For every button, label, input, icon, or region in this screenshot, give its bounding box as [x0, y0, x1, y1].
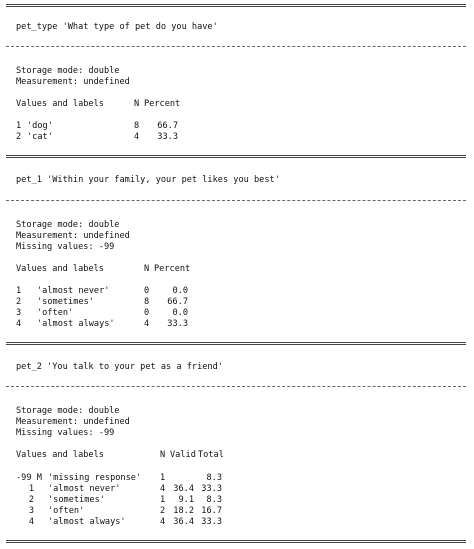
row-label: 'often'	[48, 506, 85, 516]
dashed-separator	[6, 386, 466, 387]
row-valid: 36.4	[173, 517, 194, 527]
row-percent: 33.3	[167, 319, 188, 329]
row-label: 'almost never'	[48, 484, 121, 494]
measurement: Measurement: undefined	[16, 417, 130, 427]
row-total: 16.7	[201, 506, 222, 516]
row-total: 8.3	[206, 473, 222, 483]
row-n: 8	[144, 297, 150, 307]
variable-header-pet-2: pet_2 'You talk to your pet as a friend'	[16, 362, 223, 372]
row-percent: 66.7	[157, 121, 178, 131]
row-valid: 36.4	[173, 484, 194, 494]
col-values-labels: Values and labels	[16, 264, 104, 274]
row-label: 'almost always'	[37, 319, 115, 329]
col-percent: Percent	[144, 99, 181, 109]
row-n: 1	[160, 495, 166, 505]
storage-mode: Storage mode: double	[16, 66, 120, 76]
row-n: 4	[134, 132, 140, 142]
row-label: 'almost always'	[48, 517, 126, 527]
row-value: 2	[16, 297, 22, 307]
double-separator	[6, 342, 466, 345]
measurement: Measurement: undefined	[16, 231, 130, 241]
col-values-labels: Values and labels	[16, 450, 104, 460]
row-value: 4	[16, 319, 22, 329]
row-valid: 18.2	[173, 506, 194, 516]
row-value: 1	[16, 121, 22, 131]
row-value: 4	[28, 517, 34, 527]
double-separator	[6, 155, 466, 158]
row-label: 'missing response'	[48, 473, 142, 483]
variable-header-pet-1: pet_1 'Within your family, your pet likes you best'	[16, 175, 280, 185]
variable-header-pet-type: pet_type 'What type of pet do you have'	[16, 22, 218, 32]
storage-mode: Storage mode: double	[16, 220, 120, 230]
row-valid: 9.1	[178, 495, 194, 505]
row-value: 3	[16, 308, 22, 318]
row-label: 'sometimes'	[37, 297, 94, 307]
col-percent: Percent	[154, 264, 191, 274]
dashed-separator	[6, 46, 466, 47]
row-n: 4	[160, 517, 166, 527]
row-label: 'almost never'	[37, 286, 110, 296]
col-n: N	[160, 450, 166, 460]
missing-values: Missing values: -99	[16, 242, 115, 252]
row-n: 4	[144, 319, 150, 329]
row-n: 0	[144, 308, 150, 318]
measurement: Measurement: undefined	[16, 77, 130, 87]
row-value: 1	[28, 484, 34, 494]
row-total: 33.3	[201, 484, 222, 494]
row-total: 33.3	[201, 517, 222, 527]
col-n: N	[134, 99, 140, 109]
row-n: 1	[160, 473, 166, 483]
storage-mode: Storage mode: double	[16, 406, 120, 416]
row-value: 1	[16, 286, 22, 296]
row-percent: 66.7	[167, 297, 188, 307]
row-percent: 33.3	[157, 132, 178, 142]
row-label: 'sometimes'	[48, 495, 105, 505]
row-value: 2	[16, 132, 22, 142]
row-n: 2	[160, 506, 166, 516]
col-values-labels: Values and labels	[16, 99, 104, 109]
double-separator	[6, 540, 466, 543]
row-label: 'dog'	[27, 121, 53, 131]
col-n: N	[144, 264, 150, 274]
col-valid: Valid	[170, 450, 196, 460]
row-percent: 0.0	[172, 308, 188, 318]
row-n: 0	[144, 286, 150, 296]
dashed-separator	[6, 200, 466, 201]
row-label: 'often'	[37, 308, 74, 318]
row-value: 3	[28, 506, 34, 516]
row-label: 'cat'	[27, 132, 53, 142]
row-n: 8	[134, 121, 140, 131]
row-percent: 0.0	[172, 286, 188, 296]
row-value: 2	[28, 495, 34, 505]
double-separator	[6, 4, 466, 7]
col-total: Total	[198, 450, 224, 460]
missing-values: Missing values: -99	[16, 428, 115, 438]
row-total: 8.3	[206, 495, 222, 505]
row-n: 4	[160, 484, 166, 494]
row-value: -99 M	[16, 473, 42, 483]
